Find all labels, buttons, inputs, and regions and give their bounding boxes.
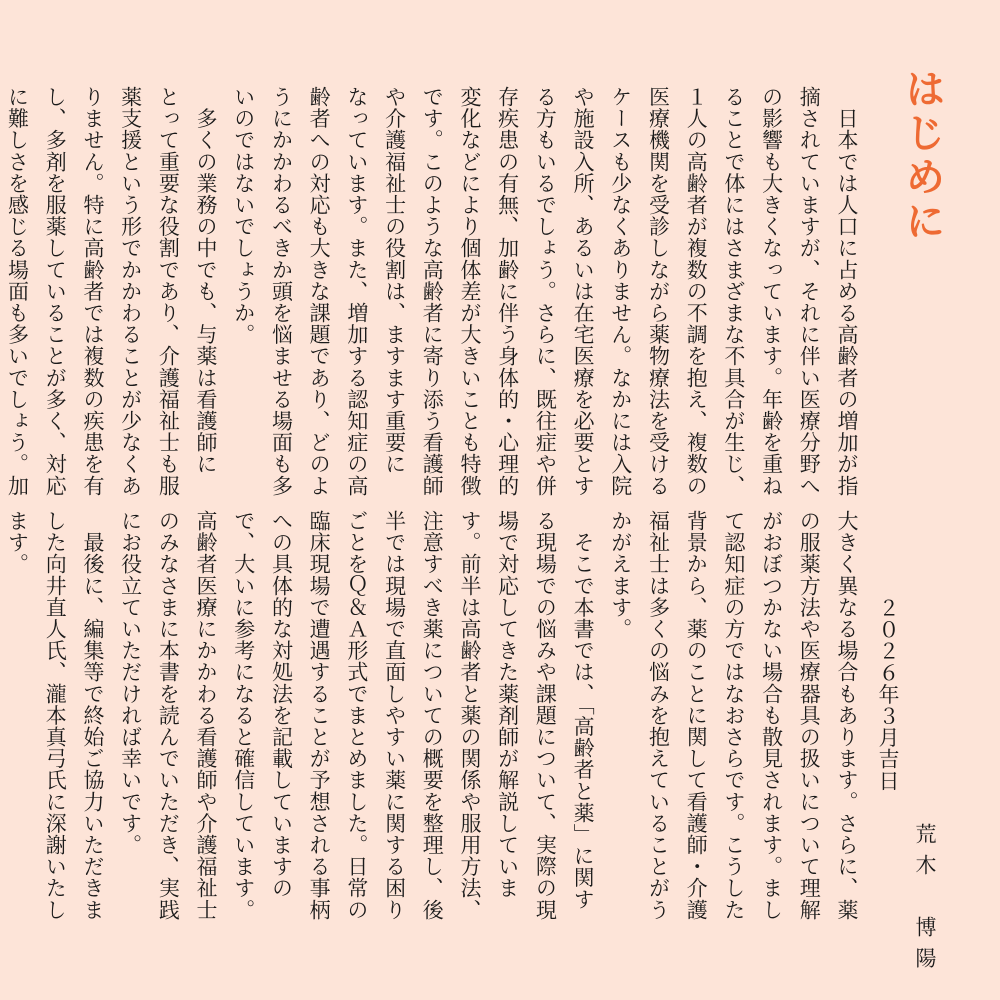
text-line: 背景から、薬のことに関して看護師・介護 [684,510,709,921]
text-line: し、多剤を服薬していることが多く、対応 [43,86,68,497]
text-line: かがえます。 [608,510,633,640]
body-text-top [5,86,865,497]
text-line: 場で対応してきた薬剤師が解説していま [495,510,520,899]
text-line: の服薬方法や医療器具の扱いについて理解 [797,510,822,921]
text-line: 存疾患の有無、加齢に伴う身体的・心理的 [495,86,520,497]
text-line: りません。特に高齢者では複数の疾患を有 [80,86,105,497]
text-line: がおぼつかない場合も散見されます。まし [759,510,784,921]
text-line: の影響も大きくなっています。年齢を重ね [759,86,784,497]
text-line: て認知症の方ではなおさらです。こうした [721,510,746,921]
text-line: です。このような高齢者に寄り添う看護師 [420,86,445,497]
text-line: や介護福祉士の役割は、ますます重要に [382,86,407,475]
text-line: 高齢者医療にかかわる看護師や介護福祉士 [194,510,219,921]
text-line: そこで本書では、「高齢者と薬」に関す [571,510,596,910]
page-title: はじめに [899,68,945,244]
text-line: 摘されていますが、それに伴い医療分野へ [797,86,822,497]
text-line: ることで体にはさまざまな不具合が生じ、 [721,86,746,497]
text-line: ます。 [5,510,30,575]
text-line: 福祉士は多くの悩みを抱えていることがう [646,510,671,921]
text-line: る方もいるでしょう。さらに、既往症や併 [533,86,558,497]
text-line: す。前半は高齢者と薬の関係や服用方法、 [457,510,482,921]
text-line: る現場での悩みや課題について、実際の現 [533,510,558,921]
text-line: 医療機関を受診しながら薬物療法を受ける [646,86,671,497]
text-line: 齢者への対応も大きな課題であり、どのよ [307,86,332,497]
text-line: 半では現場で直面しやすい薬に関する困り [382,510,407,921]
text-line: 大きく異なる場合もあります。さらに、薬 [835,510,859,921]
text-line: した向井直人氏、瀧本真弓氏に深謝いたし [43,510,68,921]
text-line: １人の高齢者が複数の不調を抱え、複数の [684,86,709,497]
text-line: ごとをＱ＆Ａ形式でまとめました。日常の [344,510,369,921]
text-line: とって重要な役割であり、介護福祉士も服 [156,86,181,497]
text-line: うにかかわるべきか頭を悩ませる場面も多 [269,86,294,497]
signature-date: ２０２６年３月吉日 [876,597,900,792]
text-line: ケースも少なくありません。なかには入院 [608,86,633,497]
text-line: や施設入所、あるいは在宅医療を必要とす [571,86,596,497]
text-line: いのではないでしょうか。 [231,86,256,346]
body-text-bottom [5,510,865,950]
text-line: 多くの業務の中でも、与薬は看護師に [194,86,219,475]
text-line: 最後に、編集等で終始ご協力いただきま [80,510,105,921]
text-line: で、大いに参考になると確信しています。 [231,510,256,921]
text-line: 日本では人口に占める高齢者の増加が指 [835,86,859,497]
text-line: への具体的な対処法を記載していますの [269,510,294,899]
text-line: なっています。また、増加する認知症の高 [344,86,369,497]
text-line: 臨床現場で遭遇することが予想される事柄 [307,510,332,921]
text-line: にお役立ていただければ幸いです。 [118,510,143,856]
text-line: のみなさまに本書を読んでいただき、実践 [156,510,181,921]
text-line: に難しさを感じる場面も多いでしょう。加 [5,86,30,497]
signature-author: 荒木 博陽 [913,823,937,978]
text-line: 変化などにより個体差が大きいことも特徴 [457,86,482,497]
text-line: 薬支援という形でかかわることが少なくあ [118,86,143,497]
text-line: 注意すべき薬についての概要を整理し、後 [420,510,445,921]
